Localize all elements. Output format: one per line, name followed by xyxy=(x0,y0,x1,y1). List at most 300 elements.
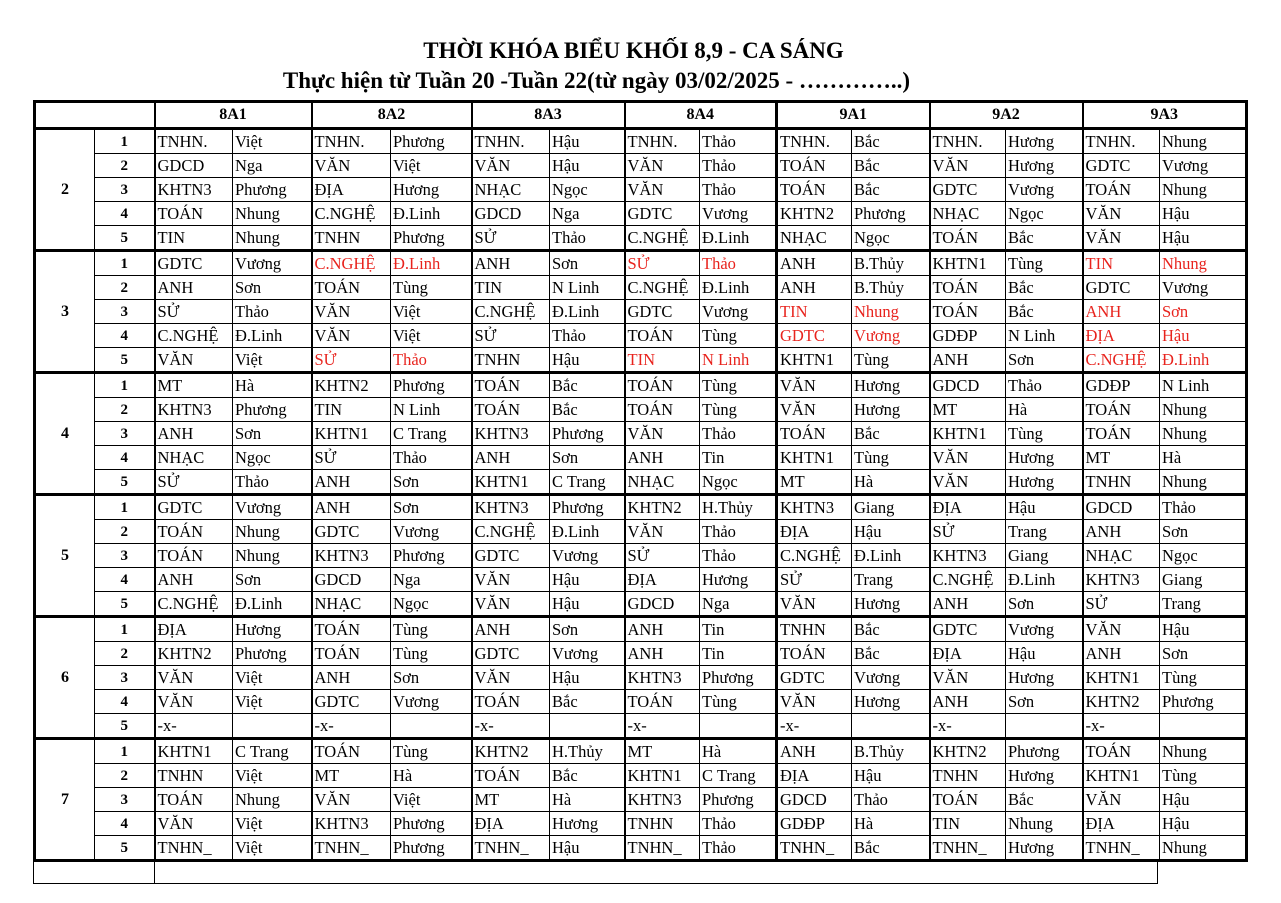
subject-cell: TOÁN xyxy=(312,276,391,300)
subject-cell: VĂN xyxy=(777,398,852,422)
subject-cell: VĂN xyxy=(1083,202,1160,226)
teacher-cell: Tùng xyxy=(391,642,472,666)
subject-cell: C.NGHỆ xyxy=(472,520,550,544)
subject-cell: ĐỊA xyxy=(312,178,391,202)
teacher-cell: Phương xyxy=(700,788,777,812)
subject-cell: TOÁN xyxy=(1083,422,1160,446)
teacher-cell: Hà xyxy=(852,470,930,495)
teacher-cell: Nhung xyxy=(852,300,930,324)
subject-cell: GDTC xyxy=(930,617,1006,642)
subject-cell: VĂN xyxy=(777,373,852,398)
subject-cell: VĂN xyxy=(625,520,700,544)
teacher-cell: N Linh xyxy=(1006,324,1083,348)
period-number: 5 xyxy=(95,836,155,861)
subject-cell: VĂN xyxy=(472,592,550,617)
teacher-cell: Phương xyxy=(391,836,472,861)
subject-cell: GDTC xyxy=(1083,154,1160,178)
teacher-cell: Thảo xyxy=(700,520,777,544)
subject-cell: ANH xyxy=(1083,300,1160,324)
subject-cell: GDTC xyxy=(472,544,550,568)
period-number: 2 xyxy=(95,520,155,544)
teacher-cell: Hương xyxy=(1006,446,1083,470)
class-header-8a4: 8A4 xyxy=(625,102,777,129)
subject-cell: VĂN xyxy=(155,666,233,690)
teacher-cell: Nhung xyxy=(1160,251,1247,276)
subject-cell: C.NGHỆ xyxy=(472,300,550,324)
subject-cell: TNHN. xyxy=(930,129,1006,154)
subject-cell: TOÁN xyxy=(472,373,550,398)
subject-cell: NHẠC xyxy=(155,446,233,470)
teacher-cell: Hà xyxy=(233,373,312,398)
teacher-cell: Phương xyxy=(391,129,472,154)
teacher-cell: Hậu xyxy=(1160,812,1247,836)
period-number: 1 xyxy=(95,251,155,276)
subject-cell: TNHN. xyxy=(625,129,700,154)
teacher-cell: Đ.Linh xyxy=(1006,568,1083,592)
subject-cell: GDCD xyxy=(1083,495,1160,520)
subject-cell: ANH xyxy=(930,592,1006,617)
teacher-cell: Nhung xyxy=(233,226,312,251)
subject-cell: ANH xyxy=(625,617,700,642)
subject-cell: GDTC xyxy=(1083,276,1160,300)
teacher-cell: Bắc xyxy=(1006,226,1083,251)
period-number: 3 xyxy=(95,544,155,568)
teacher-cell: Thảo xyxy=(550,324,625,348)
teacher-cell: Bắc xyxy=(852,422,930,446)
teacher-cell: Việt xyxy=(233,764,312,788)
subject-cell: TOÁN xyxy=(1083,178,1160,202)
subject-cell: ANH xyxy=(930,690,1006,714)
teacher-cell: Thảo xyxy=(391,348,472,373)
day-label: 4 xyxy=(35,373,95,495)
teacher-cell: Ngọc xyxy=(550,178,625,202)
period-row xyxy=(35,568,1247,592)
teacher-cell: Hương xyxy=(852,373,930,398)
subject-cell: SỬ xyxy=(312,348,391,373)
teacher-cell: Thảo xyxy=(700,836,777,861)
period-number: 1 xyxy=(95,373,155,398)
subject-cell: GDTC xyxy=(312,690,391,714)
teacher-cell: Vương xyxy=(1006,617,1083,642)
teacher-cell xyxy=(391,714,472,739)
teacher-cell: Bắc xyxy=(852,642,930,666)
subject-cell: TOÁN xyxy=(1083,398,1160,422)
teacher-cell: Nhung xyxy=(1160,129,1247,154)
subject-cell: C.NGHỆ xyxy=(777,544,852,568)
subject-cell: ĐỊA xyxy=(930,495,1006,520)
teacher-cell: Tùng xyxy=(391,617,472,642)
subject-cell: KHTN3 xyxy=(1083,568,1160,592)
period-row xyxy=(35,178,1247,202)
subject-cell: SỬ xyxy=(777,568,852,592)
period-number: 2 xyxy=(95,154,155,178)
teacher-cell: Nhung xyxy=(233,788,312,812)
subject-cell: TNHN_ xyxy=(930,836,1006,861)
period-row xyxy=(35,129,1247,154)
subject-cell: NHẠC xyxy=(472,178,550,202)
teacher-cell: Ngọc xyxy=(852,226,930,251)
subject-cell: TNHN xyxy=(625,812,700,836)
subject-cell: TNHN. xyxy=(312,129,391,154)
teacher-cell: Hà xyxy=(550,788,625,812)
teacher-cell: Phương xyxy=(391,373,472,398)
teacher-cell: Vương xyxy=(391,520,472,544)
period-number: 4 xyxy=(95,446,155,470)
class-header-9a2: 9A2 xyxy=(930,102,1083,129)
subject-cell: VĂN xyxy=(155,690,233,714)
teacher-cell: Sơn xyxy=(391,470,472,495)
teacher-cell: H.Thủy xyxy=(700,495,777,520)
teacher-cell: Phương xyxy=(700,666,777,690)
subject-cell: TNHN xyxy=(930,764,1006,788)
teacher-cell: Việt xyxy=(233,129,312,154)
teacher-cell: Đ.Linh xyxy=(700,226,777,251)
teacher-cell: Sơn xyxy=(1160,520,1247,544)
teacher-cell xyxy=(852,714,930,739)
period-row xyxy=(35,202,1247,226)
subject-cell: TIN xyxy=(930,812,1006,836)
subject-cell: KHTN1 xyxy=(930,251,1006,276)
subject-cell: KHTN3 xyxy=(777,495,852,520)
day-label: 2 xyxy=(35,129,95,251)
subject-cell: ĐỊA xyxy=(472,812,550,836)
subject-cell: C.NGHỆ xyxy=(312,251,391,276)
teacher-cell: Sơn xyxy=(1006,690,1083,714)
teacher-cell: Hương xyxy=(1006,764,1083,788)
teacher-cell: Thảo xyxy=(700,251,777,276)
subject-cell: VĂN xyxy=(625,178,700,202)
subject-cell: KHTN1 xyxy=(472,470,550,495)
period-row xyxy=(35,324,1247,348)
subject-cell: KHTN2 xyxy=(625,495,700,520)
subject-cell: TOÁN xyxy=(625,690,700,714)
teacher-cell: Hương xyxy=(1006,666,1083,690)
teacher-cell: Vương xyxy=(700,300,777,324)
subject-cell: KHTN1 xyxy=(155,739,233,764)
teacher-cell: Vương xyxy=(550,544,625,568)
teacher-cell: Tùng xyxy=(700,690,777,714)
teacher-cell: Hà xyxy=(1006,398,1083,422)
subject-cell: TOÁN xyxy=(155,202,233,226)
teacher-cell: B.Thủy xyxy=(852,251,930,276)
period-row xyxy=(35,544,1247,568)
subject-cell: ANH xyxy=(312,666,391,690)
teacher-cell: Việt xyxy=(391,788,472,812)
subject-cell: MT xyxy=(312,764,391,788)
teacher-cell: Hậu xyxy=(1160,617,1247,642)
teacher-cell: Bắc xyxy=(1006,276,1083,300)
subject-cell: C.NGHỆ xyxy=(625,276,700,300)
subject-cell: TOÁN xyxy=(472,764,550,788)
teacher-cell: Hương xyxy=(550,812,625,836)
subject-cell: NHẠC xyxy=(1083,544,1160,568)
period-row xyxy=(35,154,1247,178)
teacher-cell: Phương xyxy=(1006,739,1083,764)
subject-cell: ANH xyxy=(472,617,550,642)
subject-cell: KHTN2 xyxy=(472,739,550,764)
teacher-cell: Hương xyxy=(852,690,930,714)
subject-cell: KHTN3 xyxy=(312,812,391,836)
subject-cell: GDTC xyxy=(777,324,852,348)
subject-cell: KHTN3 xyxy=(472,495,550,520)
period-row xyxy=(35,690,1247,714)
period-number: 4 xyxy=(95,812,155,836)
teacher-cell: Tùng xyxy=(1160,764,1247,788)
day-label: 3 xyxy=(35,251,95,373)
period-number: 3 xyxy=(95,178,155,202)
subject-cell: VĂN xyxy=(1083,788,1160,812)
subject-cell: C.NGHỆ xyxy=(625,226,700,251)
teacher-cell: C Trang xyxy=(550,470,625,495)
subject-cell: MT xyxy=(155,373,233,398)
teacher-cell: Hậu xyxy=(550,154,625,178)
teacher-cell: Bắc xyxy=(852,836,930,861)
teacher-cell: C Trang xyxy=(233,739,312,764)
period-number: 3 xyxy=(95,788,155,812)
period-row xyxy=(35,398,1247,422)
subject-cell: GDCD xyxy=(930,373,1006,398)
teacher-cell: Đ.Linh xyxy=(233,324,312,348)
teacher-cell: Hương xyxy=(1006,836,1083,861)
teacher-cell: Phương xyxy=(233,178,312,202)
subject-cell: VĂN xyxy=(312,324,391,348)
teacher-cell: Hà xyxy=(700,739,777,764)
subject-cell: VĂN xyxy=(930,446,1006,470)
subject-cell: -x- xyxy=(312,714,391,739)
subject-cell: KHTN1 xyxy=(1083,666,1160,690)
period-number: 3 xyxy=(95,422,155,446)
subject-cell: -x- xyxy=(472,714,550,739)
subject-cell: TOÁN xyxy=(1083,739,1160,764)
subject-cell: C.NGHỆ xyxy=(155,324,233,348)
subject-cell: SỬ xyxy=(625,544,700,568)
subject-cell: VĂN xyxy=(312,788,391,812)
subject-cell: TOÁN xyxy=(312,739,391,764)
period-row xyxy=(35,446,1247,470)
subject-cell: KHTN1 xyxy=(625,764,700,788)
subject-cell: ĐỊA xyxy=(930,642,1006,666)
period-number: 2 xyxy=(95,398,155,422)
subject-cell: TNHN. xyxy=(777,129,852,154)
period-number: 1 xyxy=(95,495,155,520)
teacher-cell: Hương xyxy=(852,398,930,422)
subject-cell: TNHN_ xyxy=(155,836,233,861)
subject-cell: ANH xyxy=(155,568,233,592)
subject-cell: MT xyxy=(472,788,550,812)
teacher-cell: Hậu xyxy=(1006,495,1083,520)
subject-cell: KHTN3 xyxy=(625,666,700,690)
subject-cell: ĐỊA xyxy=(1083,812,1160,836)
subject-cell: SỬ xyxy=(155,470,233,495)
subject-cell: ANH xyxy=(777,276,852,300)
teacher-cell: Thảo xyxy=(852,788,930,812)
period-number: 5 xyxy=(95,592,155,617)
teacher-cell: Thảo xyxy=(550,226,625,251)
teacher-cell: Việt xyxy=(233,690,312,714)
teacher-cell: Tin xyxy=(700,617,777,642)
teacher-cell: Thảo xyxy=(700,129,777,154)
period-number: 1 xyxy=(95,129,155,154)
subject-cell: ANH xyxy=(155,422,233,446)
teacher-cell: Sơn xyxy=(1006,348,1083,373)
teacher-cell: Phương xyxy=(233,398,312,422)
subject-cell: TNHN. xyxy=(472,129,550,154)
teacher-cell: Sơn xyxy=(1160,300,1247,324)
teacher-cell: Sơn xyxy=(550,446,625,470)
subject-cell: NHẠC xyxy=(930,202,1006,226)
teacher-cell: Tùng xyxy=(391,739,472,764)
subject-cell: TOÁN xyxy=(155,788,233,812)
subject-cell: TIN xyxy=(625,348,700,373)
subject-cell: KHTN1 xyxy=(930,422,1006,446)
class-header-9a3: 9A3 xyxy=(1083,102,1247,129)
teacher-cell: Thảo xyxy=(1160,495,1247,520)
subject-cell: C.NGHỆ xyxy=(155,592,233,617)
subject-cell: GDCD xyxy=(777,788,852,812)
teacher-cell: Hậu xyxy=(550,592,625,617)
subject-cell: TIN xyxy=(155,226,233,251)
teacher-cell: Bắc xyxy=(1006,788,1083,812)
subject-cell: TOÁN xyxy=(930,276,1006,300)
teacher-cell: Nga xyxy=(391,568,472,592)
subject-cell: KHTN1 xyxy=(777,348,852,373)
teacher-cell: Vương xyxy=(233,251,312,276)
teacher-cell: Bắc xyxy=(550,690,625,714)
teacher-cell: Sơn xyxy=(550,251,625,276)
subject-cell: TNHN_ xyxy=(777,836,852,861)
subject-cell: TNHN xyxy=(312,226,391,251)
period-number: 5 xyxy=(95,348,155,373)
teacher-cell xyxy=(700,714,777,739)
teacher-cell: Việt xyxy=(233,348,312,373)
subject-cell: SỬ xyxy=(472,324,550,348)
subject-cell: GDCD xyxy=(625,592,700,617)
teacher-cell: Việt xyxy=(233,812,312,836)
teacher-cell: Hậu xyxy=(1160,788,1247,812)
teacher-cell: Bắc xyxy=(550,398,625,422)
teacher-cell: Tùng xyxy=(1006,422,1083,446)
teacher-cell: Vương xyxy=(391,690,472,714)
teacher-cell: Hậu xyxy=(1160,226,1247,251)
teacher-cell: Thảo xyxy=(700,178,777,202)
subject-cell: TNHN xyxy=(155,764,233,788)
teacher-cell: Nhung xyxy=(1160,422,1247,446)
teacher-cell: Ngọc xyxy=(391,592,472,617)
teacher-cell: Hương xyxy=(700,568,777,592)
subject-cell: VĂN xyxy=(777,592,852,617)
subject-cell: TIN xyxy=(312,398,391,422)
teacher-cell: Sơn xyxy=(550,617,625,642)
subject-cell: GDĐP xyxy=(930,324,1006,348)
teacher-cell: Hậu xyxy=(550,836,625,861)
empty-footer-row xyxy=(33,859,1158,884)
subject-cell: TOÁN xyxy=(312,617,391,642)
teacher-cell: Hương xyxy=(1006,154,1083,178)
subject-cell: GDTC xyxy=(625,300,700,324)
teacher-cell: Nhung xyxy=(1160,836,1247,861)
teacher-cell xyxy=(550,714,625,739)
teacher-cell: Hậu xyxy=(550,568,625,592)
subject-cell: ĐỊA xyxy=(155,617,233,642)
subject-cell: GDTC xyxy=(472,642,550,666)
subject-cell: GDTC xyxy=(625,202,700,226)
teacher-cell: Hương xyxy=(1006,129,1083,154)
period-row xyxy=(35,348,1247,373)
teacher-cell: Tùng xyxy=(700,324,777,348)
teacher-cell: Đ.Linh xyxy=(391,251,472,276)
subject-cell: KHTN2 xyxy=(930,739,1006,764)
teacher-cell: Nhung xyxy=(1160,470,1247,495)
teacher-cell: Nhung xyxy=(1160,398,1247,422)
teacher-cell: Vương xyxy=(233,495,312,520)
subject-cell: TOÁN xyxy=(625,398,700,422)
subject-cell: KHTN2 xyxy=(155,642,233,666)
subject-cell: ANH xyxy=(625,446,700,470)
subject-cell: ANH xyxy=(472,446,550,470)
subject-cell: GDCD xyxy=(472,202,550,226)
period-number: 1 xyxy=(95,617,155,642)
teacher-cell: Giang xyxy=(1006,544,1083,568)
subject-cell: GDTC xyxy=(312,520,391,544)
teacher-cell xyxy=(1160,714,1247,739)
subject-cell: VĂN xyxy=(930,666,1006,690)
period-row xyxy=(35,373,1247,398)
teacher-cell xyxy=(1006,714,1083,739)
subject-cell: TNHN_ xyxy=(472,836,550,861)
teacher-cell: Sơn xyxy=(233,422,312,446)
teacher-cell: Tùng xyxy=(852,348,930,373)
teacher-cell: Phương xyxy=(852,202,930,226)
subject-cell: TOÁN xyxy=(472,398,550,422)
period-row xyxy=(35,788,1247,812)
subject-cell: TIN xyxy=(1083,251,1160,276)
teacher-cell: Sơn xyxy=(233,276,312,300)
subject-cell: KHTN2 xyxy=(1083,690,1160,714)
period-number: 5 xyxy=(95,226,155,251)
subject-cell: ANH xyxy=(472,251,550,276)
teacher-cell: B.Thủy xyxy=(852,739,930,764)
subject-cell: -x- xyxy=(777,714,852,739)
teacher-cell: Vương xyxy=(1160,154,1247,178)
subject-cell: MT xyxy=(777,470,852,495)
period-row xyxy=(35,666,1247,690)
teacher-cell: Hậu xyxy=(1160,324,1247,348)
teacher-cell: Vương xyxy=(1006,178,1083,202)
subject-cell: VĂN xyxy=(155,348,233,373)
teacher-cell: C Trang xyxy=(391,422,472,446)
subject-cell: SỬ xyxy=(312,446,391,470)
teacher-cell: Phương xyxy=(1160,690,1247,714)
period-row xyxy=(35,592,1247,617)
teacher-cell: Ngọc xyxy=(700,470,777,495)
teacher-cell: Bắc xyxy=(852,617,930,642)
subject-cell: TOÁN xyxy=(625,373,700,398)
teacher-cell: Tin xyxy=(700,446,777,470)
period-row xyxy=(35,812,1247,836)
subject-cell: ANH xyxy=(1083,642,1160,666)
teacher-cell: Nhung xyxy=(233,544,312,568)
period-number: 4 xyxy=(95,568,155,592)
subject-cell: KHTN3 xyxy=(472,422,550,446)
period-row xyxy=(35,520,1247,544)
period-row xyxy=(35,226,1247,251)
teacher-cell: Bắc xyxy=(852,178,930,202)
teacher-cell: Thảo xyxy=(700,422,777,446)
subject-cell: TOÁN xyxy=(625,324,700,348)
subject-cell: C.NGHỆ xyxy=(930,568,1006,592)
subject-cell: GDTC xyxy=(155,251,233,276)
subject-cell: TIN xyxy=(472,276,550,300)
